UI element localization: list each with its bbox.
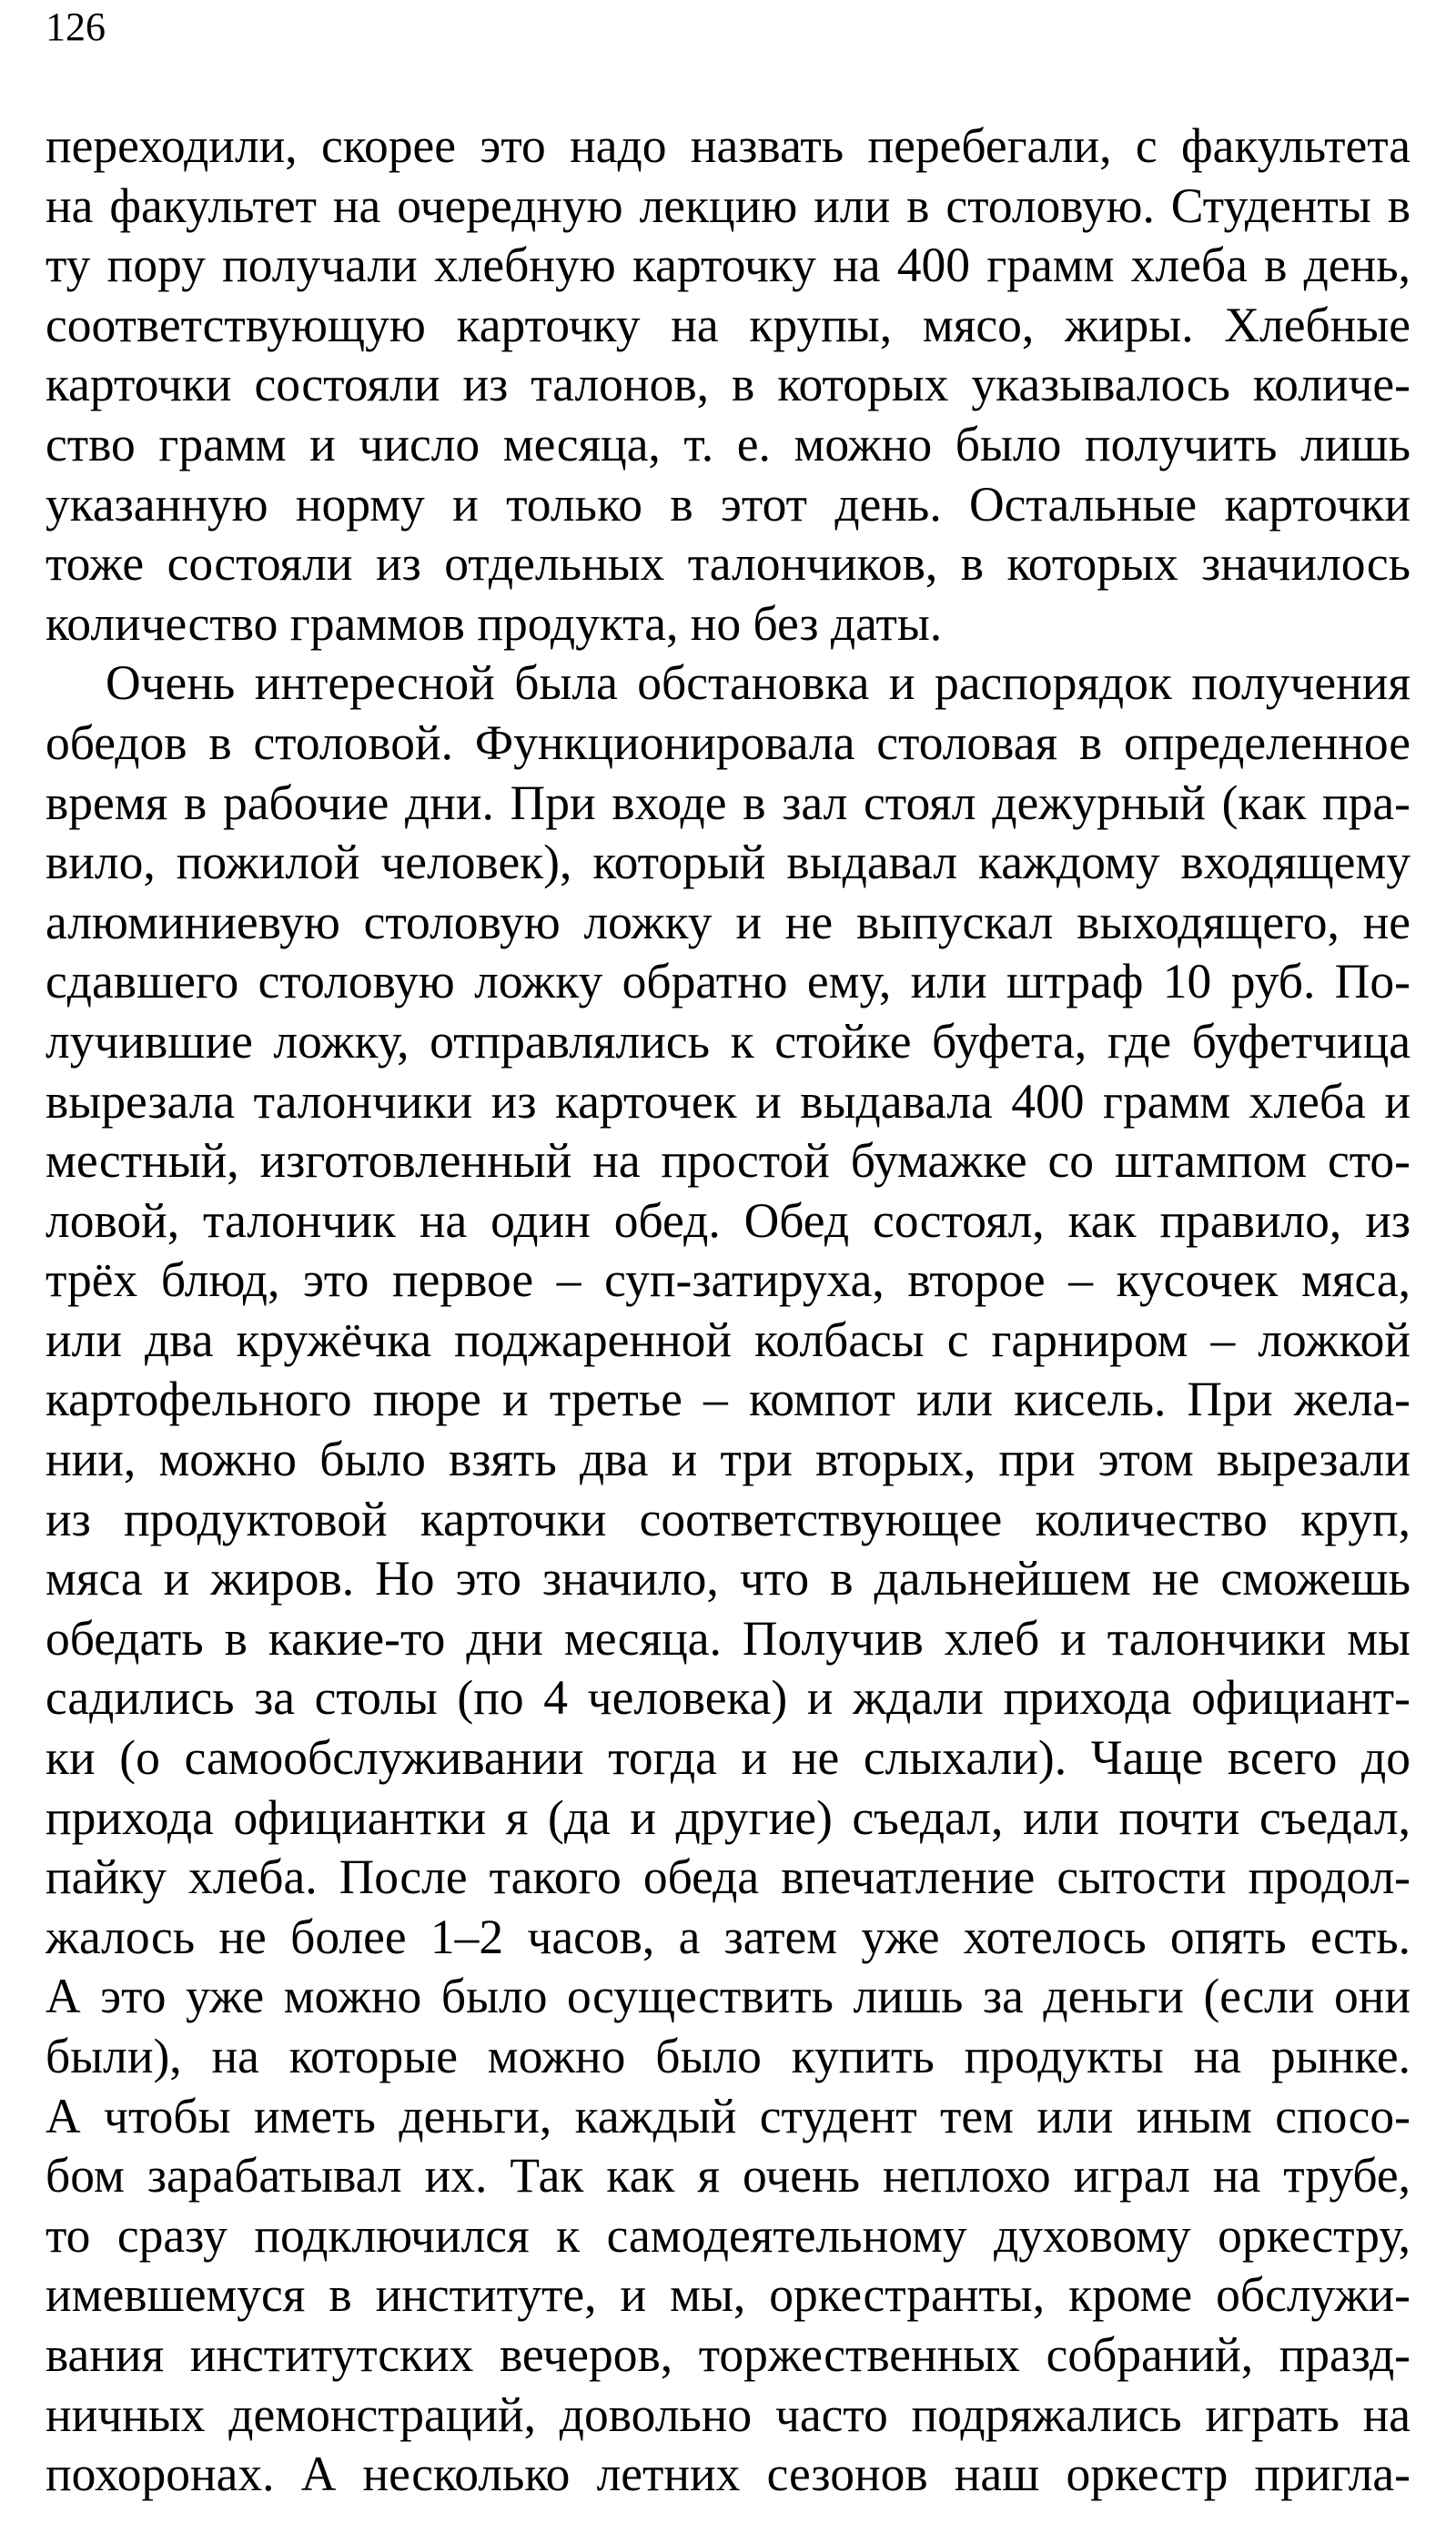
paragraph-end-line: количество граммов продукта, но без даты. <box>46 595 943 651</box>
text-line: карточки состояли из талонов, в которых указывалось количе- <box>46 357 1410 412</box>
text-line: картофельного пюре и третье – компот или кисель. При жела- <box>46 1372 1410 1427</box>
text-line: вило, пожилой человек), который выдавал каждому входящему <box>46 835 1410 890</box>
body-text <box>46 117 1410 2505</box>
text-line: пайку хлеба. После такого обеда впечатление сытости продол- <box>46 1849 1410 1905</box>
text-line: тоже состояли из отдельных талончиков, в которых значилось <box>46 536 1410 592</box>
text-line: то сразу подключился к самодеятельному духовому оркестру, <box>46 2207 1410 2263</box>
text-line: садились за столы (по 4 человека) и ждали прихода официант- <box>46 1670 1410 1726</box>
text-line: ство грамм и число месяца, т. е. можно было получить лишь <box>46 416 1410 471</box>
text-line: мяса и жиров. Но это значило, что в дальнейшем не сможешь <box>46 1551 1410 1606</box>
paragraph-start-line: Очень интересной была обстановка и распорядок получения <box>106 655 1410 711</box>
text-line: нии, можно было взять два и три вторых, при этом вырезали <box>46 1432 1410 1487</box>
text-line: ничных демонстраций, довольно часто подряжались играть на <box>46 2386 1410 2442</box>
text-line: А это уже можно было осуществить лишь за деньги (если они <box>46 1969 1410 2024</box>
text-line: вырезала талончики из карточек и выдавала 400 грамм хлеба и <box>46 1073 1410 1129</box>
text-line: ки (о самообслуживании тогда и не слыхали). Чаще всего до <box>46 1730 1410 1786</box>
text-line: бом зарабатывал их. Так как я очень неплохо играл на трубе, <box>46 2148 1410 2204</box>
text-line: переходили, скорее это надо назвать перебегали, с факультета <box>46 118 1410 173</box>
text-line: похоронах. А несколько летних сезонов наш оркестр пригла- <box>46 2447 1410 2502</box>
page-number: 126 <box>46 5 106 49</box>
text-line: на факультет на очередную лекцию или в столовую. Студенты в <box>46 177 1410 233</box>
text-line: из продуктовой карточки соответствующее количество круп, <box>46 1491 1410 1546</box>
text-line: обедать в какие-то дни месяца. Получив хлеб и талончики мы <box>46 1610 1410 1666</box>
text-line: ловой, талончик на один обед. Обед состоял, как правило, из <box>46 1192 1410 1248</box>
text-line: ту пору получали хлебную карточку на 400 грамм хлеба в день, <box>46 238 1410 293</box>
text-line: или два кружёчка поджаренной колбасы с гарниром – ложкой <box>46 1312 1410 1367</box>
text-line: имевшемуся в институте, и мы, оркестранты, кроме обслужи- <box>46 2267 1410 2323</box>
text-line: жалось не более 1–2 часов, а затем уже хотелось опять есть. <box>46 1909 1410 1964</box>
text-line: время в рабочие дни. При входе в зал стоял дежурный (как пра- <box>46 775 1410 830</box>
text-line: соответствующую карточку на крупы, мясо, жиры. Хлебные <box>46 297 1410 352</box>
text-line: лучившие ложку, отправлялись к стойке буфета, где буфетчица <box>46 1013 1410 1069</box>
text-line: сдавшего столовую ложку обратно ему, или штраф 10 руб. По- <box>46 954 1410 1009</box>
text-line: алюминиевую столовую ложку и не выпускал выходящего, не <box>46 894 1410 949</box>
text-line: местный, изготовленный на простой бумажке со штампом сто- <box>46 1133 1410 1189</box>
text-line: прихода официантки я (да и другие) съедал, или почти съедал, <box>46 1789 1410 1845</box>
text-line: трёх блюд, это первое – суп-затируха, второе – кусочек мяса, <box>46 1252 1410 1308</box>
text-line: вания институтских вечеров, торжественных собраний, празд- <box>46 2326 1410 2382</box>
text-line: А чтобы иметь деньги, каждый студент тем или иным спосо- <box>46 2088 1410 2143</box>
text-line: указанную норму и только в этот день. Остальные карточки <box>46 476 1410 532</box>
text-line: были), на которые можно было купить продукты на рынке. <box>46 2029 1410 2083</box>
text-line: обедов в столовой. Функционировала столовая в определенное <box>46 714 1410 770</box>
